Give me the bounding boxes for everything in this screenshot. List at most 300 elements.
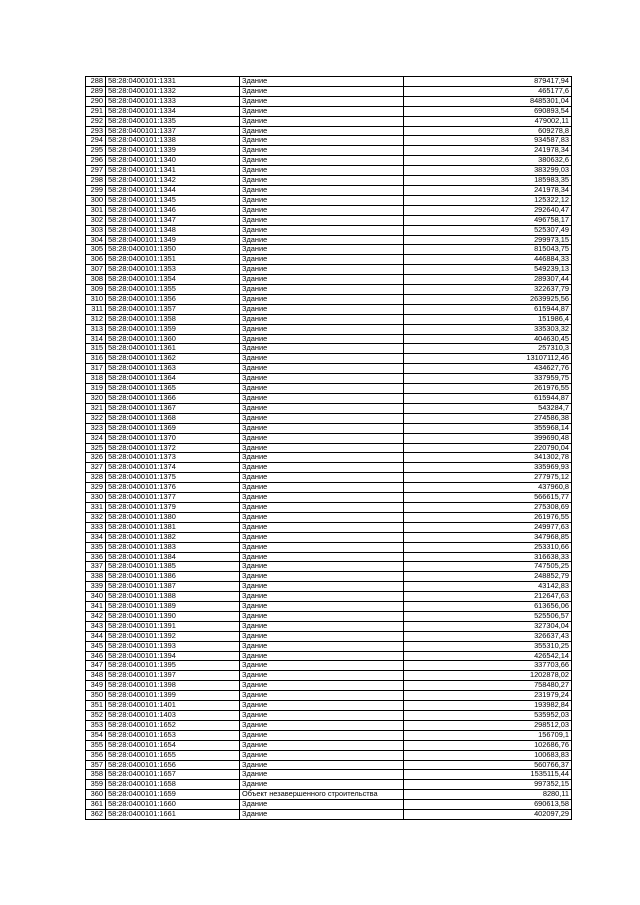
cadastral-value-cell: 261976,55: [404, 384, 572, 394]
row-number-cell: 318: [86, 374, 106, 384]
table-row: [86, 493, 572, 503]
object-type-cell: Здание: [240, 195, 404, 205]
cadastral-number-cell: 58:28:0400101:1339: [106, 146, 240, 156]
cadastral-value-cell: 8280,11: [404, 790, 572, 800]
cadastral-value-cell: 289307,44: [404, 275, 572, 285]
cadastral-value-cell: 212647,63: [404, 592, 572, 602]
cadastral-value-cell: 156709,1: [404, 730, 572, 740]
cadastral-number-cell: 58:28:0400101:1349: [106, 235, 240, 245]
cadastral-value-cell: 446884,33: [404, 255, 572, 265]
object-type-cell: Здание: [240, 810, 404, 820]
table-row: [86, 265, 572, 275]
cadastral-number-cell: 58:28:0400101:1333: [106, 96, 240, 106]
object-type-cell: Здание: [240, 750, 404, 760]
object-type-cell: Здание: [240, 522, 404, 532]
row-number-cell: 355: [86, 740, 106, 750]
cadastral-number-cell: 58:28:0400101:1346: [106, 205, 240, 215]
table-row: [86, 225, 572, 235]
row-number-cell: 311: [86, 304, 106, 314]
cadastral-number-cell: 58:28:0400101:1358: [106, 314, 240, 324]
cadastral-number-cell: 58:28:0400101:1361: [106, 344, 240, 354]
row-number-cell: 312: [86, 314, 106, 324]
row-number-cell: 308: [86, 275, 106, 285]
cadastral-value-cell: 8485301,04: [404, 96, 572, 106]
object-type-cell: Здание: [240, 344, 404, 354]
cadastral-value-cell: 535952,03: [404, 711, 572, 721]
cadastral-value-cell: 327304,04: [404, 621, 572, 631]
row-number-cell: 322: [86, 413, 106, 423]
row-number-cell: 329: [86, 483, 106, 493]
cadastral-value-cell: 100683,83: [404, 750, 572, 760]
cadastral-number-cell: 58:28:0400101:1376: [106, 483, 240, 493]
object-type-cell: Здание: [240, 512, 404, 522]
object-type-cell: Здание: [240, 176, 404, 186]
cadastral-number-cell: 58:28:0400101:1334: [106, 106, 240, 116]
cadastral-value-cell: 316638,33: [404, 552, 572, 562]
object-type-cell: Здание: [240, 760, 404, 770]
table-row: [86, 285, 572, 295]
table-row: [86, 116, 572, 126]
table-row: [86, 146, 572, 156]
cadastral-number-cell: 58:28:0400101:1366: [106, 394, 240, 404]
row-number-cell: 293: [86, 126, 106, 136]
row-number-cell: 333: [86, 522, 106, 532]
cadastral-number-cell: 58:28:0400101:1654: [106, 740, 240, 750]
table-row: [86, 463, 572, 473]
object-type-cell: Здание: [240, 502, 404, 512]
cadastral-value-cell: 337703,66: [404, 661, 572, 671]
object-type-cell: Здание: [240, 235, 404, 245]
object-type-cell: Здание: [240, 225, 404, 235]
table-row: [86, 403, 572, 413]
cadastral-number-cell: 58:28:0400101:1359: [106, 324, 240, 334]
cadastral-number-cell: 58:28:0400101:1363: [106, 364, 240, 374]
table-row: [86, 176, 572, 186]
row-number-cell: 361: [86, 800, 106, 810]
row-number-cell: 339: [86, 582, 106, 592]
object-type-cell: Здание: [240, 255, 404, 265]
row-number-cell: 350: [86, 691, 106, 701]
table-row: [86, 522, 572, 532]
cadastral-value-cell: 426542,14: [404, 651, 572, 661]
cadastral-value-cell: 274586,38: [404, 413, 572, 423]
cadastral-value-cell: 322637,79: [404, 285, 572, 295]
cadastral-value-cell: 543284,7: [404, 403, 572, 413]
cadastral-value-cell: 879417,94: [404, 77, 572, 87]
cadastral-value-cell: 337959,75: [404, 374, 572, 384]
cadastral-value-cell: 253310,66: [404, 542, 572, 552]
object-type-cell: Здание: [240, 651, 404, 661]
cadastral-value-cell: 102686,76: [404, 740, 572, 750]
cadastral-number-cell: 58:28:0400101:1388: [106, 592, 240, 602]
row-number-cell: 342: [86, 611, 106, 621]
cadastral-number-cell: 58:28:0400101:1658: [106, 780, 240, 790]
cadastral-value-cell: 125322,12: [404, 195, 572, 205]
row-number-cell: 327: [86, 463, 106, 473]
cadastral-value-cell: 151986,4: [404, 314, 572, 324]
table-row: [86, 790, 572, 800]
object-type-cell: Здание: [240, 215, 404, 225]
object-type-cell: Здание: [240, 780, 404, 790]
table-row: [86, 255, 572, 265]
cadastral-number-cell: 58:28:0400101:1337: [106, 126, 240, 136]
table-row: [86, 572, 572, 582]
table-row: [86, 374, 572, 384]
cadastral-value-cell: 434627,76: [404, 364, 572, 374]
cadastral-number-cell: 58:28:0400101:1390: [106, 611, 240, 621]
table-row: [86, 96, 572, 106]
table-row: [86, 423, 572, 433]
row-number-cell: 288: [86, 77, 106, 87]
table-row: [86, 156, 572, 166]
cadastral-value-cell: 277975,12: [404, 473, 572, 483]
cadastral-value-cell: 437960,8: [404, 483, 572, 493]
object-type-cell: Здание: [240, 730, 404, 740]
cadastral-number-cell: 58:28:0400101:1362: [106, 354, 240, 364]
cadastral-value-cell: 496758,17: [404, 215, 572, 225]
table-row: [86, 671, 572, 681]
cadastral-number-cell: 58:28:0400101:1656: [106, 760, 240, 770]
table-row: [86, 552, 572, 562]
object-type-cell: Здание: [240, 314, 404, 324]
row-number-cell: 305: [86, 245, 106, 255]
object-type-cell: Здание: [240, 681, 404, 691]
table-row: [86, 512, 572, 522]
object-type-cell: Здание: [240, 542, 404, 552]
object-type-cell: Здание: [240, 532, 404, 542]
row-number-cell: 351: [86, 701, 106, 711]
cadastral-number-cell: 58:28:0400101:1355: [106, 285, 240, 295]
table-row: [86, 344, 572, 354]
table-row: [86, 136, 572, 146]
cadastral-number-cell: 58:28:0400101:1335: [106, 116, 240, 126]
object-type-cell: Здание: [240, 294, 404, 304]
object-type-cell: Здание: [240, 205, 404, 215]
object-type-cell: Здание: [240, 621, 404, 631]
cadastral-value-cell: 193982,84: [404, 701, 572, 711]
cadastral-number-cell: 58:28:0400101:1401: [106, 701, 240, 711]
table-row: [86, 611, 572, 621]
cadastral-value-cell: 299973,15: [404, 235, 572, 245]
cadastral-value-cell: 560766,37: [404, 760, 572, 770]
cadastral-value-cell: 747505,25: [404, 562, 572, 572]
object-type-cell: Здание: [240, 661, 404, 671]
row-number-cell: 313: [86, 324, 106, 334]
object-type-cell: Здание: [240, 453, 404, 463]
cadastral-value-cell: 1202878,02: [404, 671, 572, 681]
cadastral-value-cell: 402097,29: [404, 810, 572, 820]
row-number-cell: 356: [86, 750, 106, 760]
cadastral-value-cell: 690893,54: [404, 106, 572, 116]
object-type-cell: Здание: [240, 86, 404, 96]
table-row: [86, 542, 572, 552]
cadastral-value-cell: 298512,03: [404, 720, 572, 730]
table-row: [86, 354, 572, 364]
cadastral-number-cell: 58:28:0400101:1357: [106, 304, 240, 314]
cadastral-value-cell: 257310,3: [404, 344, 572, 354]
cadastral-number-cell: 58:28:0400101:1382: [106, 532, 240, 542]
object-type-cell: Здание: [240, 592, 404, 602]
object-type-cell: Здание: [240, 483, 404, 493]
row-number-cell: 343: [86, 621, 106, 631]
cadastral-number-cell: 58:28:0400101:1392: [106, 631, 240, 641]
table-row: [86, 810, 572, 820]
cadastral-value-cell: 690613,58: [404, 800, 572, 810]
table-row: [86, 681, 572, 691]
cadastral-number-cell: 58:28:0400101:1331: [106, 77, 240, 87]
object-type-cell: Здание: [240, 285, 404, 295]
object-type-cell: Здание: [240, 413, 404, 423]
cadastral-number-cell: 58:28:0400101:1351: [106, 255, 240, 265]
table-row: [86, 453, 572, 463]
row-number-cell: 303: [86, 225, 106, 235]
cadastral-value-cell: 399690,48: [404, 433, 572, 443]
cadastral-value-cell: 525506,57: [404, 611, 572, 621]
cadastral-number-cell: 58:28:0400101:1347: [106, 215, 240, 225]
cadastral-number-cell: 58:28:0400101:1395: [106, 661, 240, 671]
row-number-cell: 323: [86, 423, 106, 433]
cadastral-value-cell: 934587,83: [404, 136, 572, 146]
object-type-cell: Здание: [240, 711, 404, 721]
row-number-cell: 306: [86, 255, 106, 265]
table-row: [86, 413, 572, 423]
cadastral-value-cell: 249977,63: [404, 522, 572, 532]
cadastral-number-cell: 58:28:0400101:1340: [106, 156, 240, 166]
table-row: [86, 433, 572, 443]
table-row: [86, 780, 572, 790]
table-row: [86, 86, 572, 96]
cadastral-value-cell: 609278,8: [404, 126, 572, 136]
row-number-cell: 328: [86, 473, 106, 483]
cadastral-number-cell: 58:28:0400101:1367: [106, 403, 240, 413]
object-type-cell: Здание: [240, 374, 404, 384]
cadastral-value-cell: 2639925,56: [404, 294, 572, 304]
table-row: [86, 166, 572, 176]
cadastral-number-cell: 58:28:0400101:1661: [106, 810, 240, 820]
object-type-cell: Объект незавершенного строительства: [240, 790, 404, 800]
cadastral-value-cell: 815043,75: [404, 245, 572, 255]
cadastral-number-cell: 58:28:0400101:1381: [106, 522, 240, 532]
object-type-cell: Здание: [240, 324, 404, 334]
object-type-cell: Здание: [240, 582, 404, 592]
object-type-cell: Здание: [240, 463, 404, 473]
cadastral-value-cell: 404630,45: [404, 334, 572, 344]
row-number-cell: 302: [86, 215, 106, 225]
row-number-cell: 290: [86, 96, 106, 106]
table-row: [86, 730, 572, 740]
cadastral-number-cell: 58:28:0400101:1375: [106, 473, 240, 483]
cadastral-value-table: [85, 76, 572, 820]
cadastral-number-cell: 58:28:0400101:1385: [106, 562, 240, 572]
cadastral-value-cell: 335303,32: [404, 324, 572, 334]
row-number-cell: 292: [86, 116, 106, 126]
cadastral-number-cell: 58:28:0400101:1380: [106, 512, 240, 522]
cadastral-number-cell: 58:28:0400101:1377: [106, 493, 240, 503]
row-number-cell: 298: [86, 176, 106, 186]
table-row: [86, 443, 572, 453]
cadastral-value-cell: 275308,69: [404, 502, 572, 512]
cadastral-value-cell: 383299,03: [404, 166, 572, 176]
object-type-cell: Здание: [240, 691, 404, 701]
cadastral-number-cell: 58:28:0400101:1659: [106, 790, 240, 800]
table-row: [86, 740, 572, 750]
table-row: [86, 304, 572, 314]
cadastral-number-cell: 58:28:0400101:1348: [106, 225, 240, 235]
cadastral-value-cell: 248852,79: [404, 572, 572, 582]
cadastral-number-cell: 58:28:0400101:1350: [106, 245, 240, 255]
cadastral-value-cell: 525307,49: [404, 225, 572, 235]
cadastral-value-cell: 566615,77: [404, 493, 572, 503]
cadastral-number-cell: 58:28:0400101:1345: [106, 195, 240, 205]
object-type-cell: Здание: [240, 185, 404, 195]
cadastral-value-cell: 335969,93: [404, 463, 572, 473]
cadastral-value-cell: 615944,87: [404, 304, 572, 314]
table-row: [86, 641, 572, 651]
cadastral-number-cell: 58:28:0400101:1391: [106, 621, 240, 631]
object-type-cell: Здание: [240, 433, 404, 443]
cadastral-number-cell: 58:28:0400101:1332: [106, 86, 240, 96]
cadastral-number-cell: 58:28:0400101:1365: [106, 384, 240, 394]
row-number-cell: 358: [86, 770, 106, 780]
row-number-cell: 346: [86, 651, 106, 661]
object-type-cell: Здание: [240, 384, 404, 394]
cadastral-number-cell: 58:28:0400101:1386: [106, 572, 240, 582]
object-type-cell: Здание: [240, 443, 404, 453]
table-row: [86, 235, 572, 245]
cadastral-number-cell: 58:28:0400101:1369: [106, 423, 240, 433]
row-number-cell: 325: [86, 443, 106, 453]
row-number-cell: 291: [86, 106, 106, 116]
cadastral-value-cell: 1535115,44: [404, 770, 572, 780]
table-row: [86, 294, 572, 304]
object-type-cell: Здание: [240, 304, 404, 314]
table-row: [86, 275, 572, 285]
row-number-cell: 336: [86, 552, 106, 562]
cadastral-number-cell: 58:28:0400101:1397: [106, 671, 240, 681]
row-number-cell: 316: [86, 354, 106, 364]
row-number-cell: 345: [86, 641, 106, 651]
cadastral-value-cell: 326637,43: [404, 631, 572, 641]
object-type-cell: Здание: [240, 245, 404, 255]
cadastral-number-cell: 58:28:0400101:1373: [106, 453, 240, 463]
object-type-cell: Здание: [240, 572, 404, 582]
object-type-cell: Здание: [240, 265, 404, 275]
object-type-cell: Здание: [240, 552, 404, 562]
cadastral-number-cell: 58:28:0400101:1652: [106, 720, 240, 730]
row-number-cell: 340: [86, 592, 106, 602]
row-number-cell: 297: [86, 166, 106, 176]
cadastral-value-cell: 355968,14: [404, 423, 572, 433]
object-type-cell: Здание: [240, 156, 404, 166]
row-number-cell: 337: [86, 562, 106, 572]
row-number-cell: 320: [86, 394, 106, 404]
row-number-cell: 307: [86, 265, 106, 275]
object-type-cell: Здание: [240, 126, 404, 136]
table-row: [86, 334, 572, 344]
object-type-cell: Здание: [240, 473, 404, 483]
cadastral-number-cell: 58:28:0400101:1368: [106, 413, 240, 423]
table-row: [86, 195, 572, 205]
object-type-cell: Здание: [240, 403, 404, 413]
cadastral-number-cell: 58:28:0400101:1653: [106, 730, 240, 740]
table-row: [86, 750, 572, 760]
object-type-cell: Здание: [240, 562, 404, 572]
row-number-cell: 335: [86, 542, 106, 552]
table-row: [86, 324, 572, 334]
cadastral-value-cell: 43142,83: [404, 582, 572, 592]
object-type-cell: Здание: [240, 671, 404, 681]
table-row: [86, 245, 572, 255]
object-type-cell: Здание: [240, 136, 404, 146]
object-type-cell: Здание: [240, 701, 404, 711]
cadastral-number-cell: 58:28:0400101:1660: [106, 800, 240, 810]
table-body: [86, 77, 572, 820]
cadastral-value-cell: 185983,35: [404, 176, 572, 186]
table-row: [86, 592, 572, 602]
table-row: [86, 631, 572, 641]
cadastral-number-cell: 58:28:0400101:1370: [106, 433, 240, 443]
cadastral-number-cell: 58:28:0400101:1398: [106, 681, 240, 691]
cadastral-value-cell: 615944,87: [404, 394, 572, 404]
row-number-cell: 309: [86, 285, 106, 295]
table-row: [86, 651, 572, 661]
object-type-cell: Здание: [240, 611, 404, 621]
cadastral-number-cell: 58:28:0400101:1338: [106, 136, 240, 146]
cadastral-value-cell: 292640,47: [404, 205, 572, 215]
table-row: [86, 502, 572, 512]
row-number-cell: 296: [86, 156, 106, 166]
cadastral-number-cell: 58:28:0400101:1354: [106, 275, 240, 285]
table-row: [86, 77, 572, 87]
object-type-cell: Здание: [240, 493, 404, 503]
object-type-cell: Здание: [240, 146, 404, 156]
table-row: [86, 532, 572, 542]
table-row: [86, 126, 572, 136]
object-type-cell: Здание: [240, 334, 404, 344]
table-row: [86, 205, 572, 215]
cadastral-number-cell: 58:28:0400101:1374: [106, 463, 240, 473]
row-number-cell: 349: [86, 681, 106, 691]
row-number-cell: 319: [86, 384, 106, 394]
row-number-cell: 348: [86, 671, 106, 681]
cadastral-number-cell: 58:28:0400101:1394: [106, 651, 240, 661]
table-row: [86, 394, 572, 404]
object-type-cell: Здание: [240, 116, 404, 126]
cadastral-number-cell: 58:28:0400101:1353: [106, 265, 240, 275]
row-number-cell: 295: [86, 146, 106, 156]
row-number-cell: 317: [86, 364, 106, 374]
cadastral-number-cell: 58:28:0400101:1360: [106, 334, 240, 344]
cadastral-value-cell: 997352,15: [404, 780, 572, 790]
cadastral-number-cell: 58:28:0400101:1399: [106, 691, 240, 701]
row-number-cell: 352: [86, 711, 106, 721]
object-type-cell: Здание: [240, 77, 404, 87]
table-row: [86, 185, 572, 195]
table-row: [86, 106, 572, 116]
row-number-cell: 359: [86, 780, 106, 790]
row-number-cell: 341: [86, 602, 106, 612]
table-row: [86, 800, 572, 810]
row-number-cell: 357: [86, 760, 106, 770]
object-type-cell: Здание: [240, 800, 404, 810]
cadastral-value-cell: 13107112,46: [404, 354, 572, 364]
object-type-cell: Здание: [240, 275, 404, 285]
cadastral-number-cell: 58:28:0400101:1379: [106, 502, 240, 512]
cadastral-number-cell: 58:28:0400101:1342: [106, 176, 240, 186]
cadastral-number-cell: 58:28:0400101:1344: [106, 185, 240, 195]
cadastral-value-cell: 549239,13: [404, 265, 572, 275]
cadastral-number-cell: 58:28:0400101:1387: [106, 582, 240, 592]
